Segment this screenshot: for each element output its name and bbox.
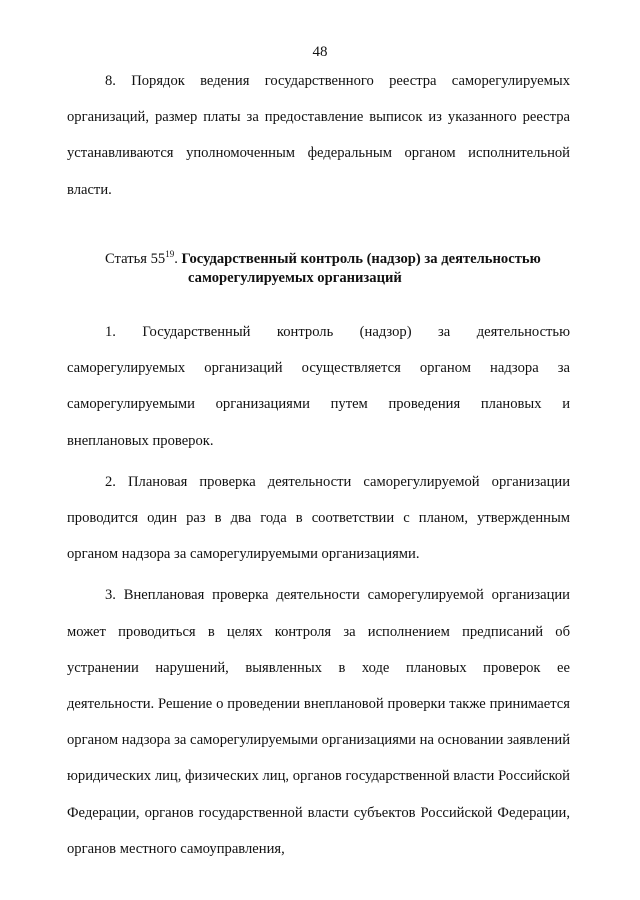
page-number: 48 (312, 44, 328, 60)
article-paragraph-3: 3. Внеплановая проверка деятельности саморегулируемой организации может проводиться в целях контроля за исполнением предписаний об устранении нарушений, выявленных в ходе плановых проверок ее деятельности. Решение о проведении внеплановой проверки также принимается органом надзора за саморегулируемыми организациями на основании заявлений юридических лиц, физических лиц, органов государственной власти Российской Федерации, органов государственной власти субъектов Российской Федерации, органов местного самоуправления, (67, 587, 570, 857)
article-number-period: . (174, 251, 178, 267)
article-body (67, 314, 570, 867)
article-number-superscript: 19 (165, 249, 175, 260)
article-title-line2: саморегулируемых организаций (188, 270, 402, 286)
article-paragraph-1: 1. Государственный контроль (надзор) за деятельностью саморегулируемых организаций осуществляется органом надзора за саморегулируемыми организациями путем проведения плановых и внеплановых проверок. (67, 324, 570, 449)
article-heading (67, 250, 572, 288)
article-title-line1: Государственный контроль (надзор) за деятельностью (181, 251, 541, 267)
article-paragraph-2: 2. Плановая проверка деятельности саморегулируемой организации проводится один раз в два года в соответствии с планом, утвержденным органом надзора за саморегулируемыми организациями. (67, 473, 570, 563)
paragraph-8: 8. Порядок ведения государственного реестра саморегулируемых организаций, размер платы за предоставление выписок из указанного реестра устанавливаются уполномоченным федеральным органом исполнительной власти. (67, 73, 570, 198)
article-heading-line1 (67, 250, 572, 269)
article-number: Статья 55 (105, 251, 166, 267)
paragraph-block-top (67, 63, 570, 208)
